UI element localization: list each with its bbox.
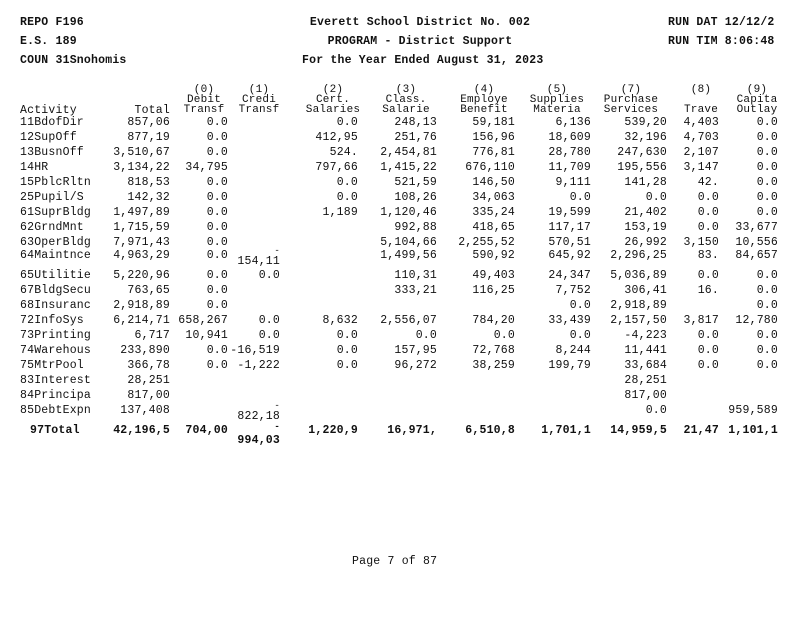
row-cell: 0.0 (756, 299, 778, 312)
row-activity: 62GrndMnt (20, 221, 84, 234)
row-cell: 3,817 (683, 314, 719, 327)
row-cell: 0.0 (258, 314, 280, 327)
row-cell: 0.0 (206, 221, 228, 234)
row-total: 6,717 (134, 329, 170, 342)
row-total: 6,214,71 (113, 314, 170, 327)
row-total: 857,06 (127, 116, 170, 129)
row-cell: 154,11 (237, 255, 280, 268)
row-cell: 0.0 (206, 206, 228, 219)
row-activity: 11BdofDir (20, 116, 84, 129)
row-cell: -4,223 (624, 329, 667, 342)
row-cell: 117,17 (548, 221, 591, 234)
row-total: 763,65 (127, 284, 170, 297)
row-cell: 0.0 (756, 116, 778, 129)
row-activity: 84Principa (20, 389, 92, 402)
row-cell: 412,95 (315, 131, 358, 144)
row-cell: 11,709 (548, 161, 591, 174)
row-cell: 96,272 (394, 359, 437, 372)
column-header-line2: Trave (683, 104, 718, 116)
row-cell: 0.0 (756, 191, 778, 204)
row-activity: 73Printing (20, 329, 92, 342)
row-activity: 64Maintnce (20, 249, 92, 262)
row-cell: 0.0 (206, 236, 228, 249)
row-cell: 157,95 (394, 344, 437, 357)
row-cell: 59,181 (472, 116, 515, 129)
row-cell: 12,780 (735, 314, 778, 327)
row-cell: 156,96 (472, 131, 515, 144)
row-total: 28,251 (127, 374, 170, 387)
row-activity: 13BusnOff (20, 146, 84, 159)
row-cell: 0.0 (756, 344, 778, 357)
row-cell: 0.0 (756, 131, 778, 144)
row-cell: 2,107 (683, 146, 719, 159)
row-total: 3,510,67 (113, 146, 170, 159)
row-cell: 776,81 (472, 146, 515, 159)
row-activity: 63OperBldg (20, 236, 92, 249)
row-neg-sign: - (274, 401, 280, 411)
column-header-line1: Supplies (529, 94, 585, 106)
row-activity: 67BldgSecu (20, 284, 92, 297)
column-header-line2: Services (603, 104, 659, 116)
row-cell: 797,66 (315, 161, 358, 174)
column-header-line1: Cert. (315, 94, 350, 106)
row-cell: 199,79 (548, 359, 591, 372)
row-cell: 822,18 (237, 410, 280, 423)
row-cell: 3,150 (683, 236, 719, 249)
row-cell: 49,403 (472, 269, 515, 282)
row-cell: 0.0 (756, 359, 778, 372)
total-cell: 1,701,1 (541, 424, 591, 437)
row-activity: 12SupOff (20, 131, 77, 144)
row-cell: 19,599 (548, 206, 591, 219)
total-cell: 14,959,5 (610, 424, 667, 437)
row-cell: 0.0 (756, 329, 778, 342)
row-total: 142,32 (127, 191, 170, 204)
row-cell: 6,136 (555, 116, 591, 129)
row-cell: 0.0 (258, 269, 280, 282)
row-cell: 116,25 (472, 284, 515, 297)
row-cell: 8,244 (555, 344, 591, 357)
row-cell: 0.0 (697, 329, 719, 342)
row-cell: 247,630 (617, 146, 667, 159)
row-cell: 658,267 (178, 314, 228, 327)
row-total: 2,918,89 (113, 299, 170, 312)
total-activity: 97Total (30, 424, 80, 437)
row-cell: 645,92 (548, 249, 591, 262)
row-activity: 74Warehous (20, 344, 92, 357)
total-cell: 21,47 (683, 424, 719, 437)
row-cell: 2,296,25 (610, 249, 667, 262)
row-cell: 0.0 (697, 269, 719, 282)
row-cell: 0.0 (336, 176, 358, 189)
row-cell: 34,063 (472, 191, 515, 204)
row-total: 1,497,89 (113, 206, 170, 219)
row-cell: 1,120,46 (380, 206, 437, 219)
total-neg-sign: - (274, 422, 280, 432)
header-left-line: E.S. 189 (20, 35, 77, 48)
row-cell: 333,21 (394, 284, 437, 297)
column-header-line2: Transf (238, 104, 280, 116)
row-cell: 34,795 (185, 161, 228, 174)
row-cell: 0.0 (206, 284, 228, 297)
row-cell: 16. (697, 284, 719, 297)
row-total: 7,971,43 (113, 236, 170, 249)
row-cell: 0.0 (756, 146, 778, 159)
row-cell: 0.0 (206, 344, 228, 357)
column-header-number: (7) (620, 84, 642, 96)
row-cell: 0.0 (336, 329, 358, 342)
row-cell: 1,189 (322, 206, 358, 219)
row-cell: 0.0 (336, 344, 358, 357)
page-footer: Page 7 of 87 (352, 555, 438, 568)
row-cell: -1,222 (237, 359, 280, 372)
row-cell: 33,677 (735, 221, 778, 234)
row-cell: 570,51 (548, 236, 591, 249)
header-left-line: COUN 31Snohomis (20, 54, 127, 67)
row-cell: 72,768 (472, 344, 515, 357)
total-cell: 16,971, (387, 424, 437, 437)
row-total: 137,408 (120, 404, 170, 417)
row-cell: 32,196 (624, 131, 667, 144)
row-activity: 25Pupil/S (20, 191, 84, 204)
row-cell: 18,609 (548, 131, 591, 144)
row-cell: 521,59 (394, 176, 437, 189)
row-activity: 68Insuranc (20, 299, 92, 312)
total-cell: 1,220,9 (308, 424, 358, 437)
row-cell: 335,24 (472, 206, 515, 219)
column-header-number: (2) (322, 84, 344, 96)
row-cell: 539,20 (624, 116, 667, 129)
total-cell: 6,510,8 (465, 424, 515, 437)
row-total: 4,963,29 (113, 249, 170, 262)
row-cell: 38,259 (472, 359, 515, 372)
row-cell: 11,441 (624, 344, 667, 357)
row-cell: 28,780 (548, 146, 591, 159)
row-activity: 15PblcRltn (20, 176, 92, 189)
row-cell: 83. (697, 249, 719, 262)
row-cell: 0.0 (258, 329, 280, 342)
row-activity: 72InfoSys (20, 314, 84, 327)
row-cell: 0.0 (206, 269, 228, 282)
row-cell: 0.0 (756, 161, 778, 174)
row-cell: 590,92 (472, 249, 515, 262)
row-cell: 84,657 (735, 249, 778, 262)
row-cell: 5,104,66 (380, 236, 437, 249)
column-header-line1: Purchase (603, 94, 659, 106)
column-header-line2: Transf (183, 104, 225, 116)
column-header-line1: Debit (186, 94, 221, 106)
row-cell: 0.0 (697, 359, 719, 372)
row-cell: 2,454,81 (380, 146, 437, 159)
row-cell: 146,50 (472, 176, 515, 189)
column-header-activity: Activity (20, 104, 77, 117)
row-activity: 75MtrPool (20, 359, 84, 372)
row-cell: 2,157,50 (610, 314, 667, 327)
row-cell: 0.0 (493, 329, 515, 342)
row-cell: 5,036,89 (610, 269, 667, 282)
column-header-line2: Outlay (736, 104, 778, 116)
row-activity: 14HR (20, 161, 49, 174)
row-cell: 0.0 (206, 176, 228, 189)
row-cell: 0.0 (336, 359, 358, 372)
row-cell: 26,992 (624, 236, 667, 249)
row-cell: 0.0 (569, 299, 591, 312)
row-cell: 0.0 (569, 191, 591, 204)
row-cell: 0.0 (336, 116, 358, 129)
row-cell: 108,26 (394, 191, 437, 204)
column-header-line1: Class. (385, 94, 427, 106)
total-cell: 1,101,1 (728, 424, 778, 437)
total-cell: 704,00 (185, 424, 228, 437)
row-cell: 0.0 (697, 221, 719, 234)
total-total: 42,196,5 (113, 424, 170, 437)
row-cell: 0.0 (645, 404, 667, 417)
row-cell: 33,439 (548, 314, 591, 327)
row-total: 1,715,59 (113, 221, 170, 234)
column-header-line2: Materia (533, 104, 581, 116)
row-cell: 8,632 (322, 314, 358, 327)
row-cell: 4,403 (683, 116, 719, 129)
row-activity: 65Utilitie (20, 269, 92, 282)
row-cell: 0.0 (206, 146, 228, 159)
row-cell: 418,65 (472, 221, 515, 234)
row-cell: 524. (329, 146, 358, 159)
row-cell: 0.0 (206, 116, 228, 129)
row-cell: 33,684 (624, 359, 667, 372)
row-cell: 24,347 (548, 269, 591, 282)
row-cell: 959,589 (728, 404, 778, 417)
row-cell: 676,110 (465, 161, 515, 174)
row-activity: 85DebtExpn (20, 404, 92, 417)
row-cell: 0.0 (206, 131, 228, 144)
row-cell: 2,556,07 (380, 314, 437, 327)
row-cell: 28,251 (624, 374, 667, 387)
column-header-number: (4) (473, 84, 495, 96)
column-header-line1: Capita (736, 94, 778, 106)
row-cell: 10,941 (185, 329, 228, 342)
row-cell: 0.0 (697, 191, 719, 204)
row-cell: -16,519 (230, 344, 280, 357)
row-cell: 0.0 (756, 206, 778, 219)
row-cell: 248,13 (394, 116, 437, 129)
row-cell: 0.0 (206, 249, 228, 262)
row-cell: 4,703 (683, 131, 719, 144)
row-cell: 0.0 (336, 191, 358, 204)
column-header-line2: Benefit (460, 104, 508, 116)
row-total: 877,19 (127, 131, 170, 144)
column-header-line1: Credi (241, 94, 276, 106)
row-cell: 0.0 (756, 176, 778, 189)
row-neg-sign: - (274, 246, 280, 256)
row-cell: 0.0 (645, 191, 667, 204)
header-right-line: RUN DAT 12/12/2 (668, 16, 775, 29)
row-total: 3,134,22 (113, 161, 170, 174)
row-cell: 7,752 (555, 284, 591, 297)
header-center-line: Everett School District No. 002 (309, 16, 531, 29)
row-cell: 0.0 (206, 191, 228, 204)
header-right-line: RUN TIM 8:06:48 (668, 35, 775, 48)
column-header-line2: Salaries (305, 104, 361, 116)
row-cell: 21,402 (624, 206, 667, 219)
row-cell: 2,918,89 (610, 299, 667, 312)
row-cell: 0.0 (415, 329, 437, 342)
column-header-line2: Salarie (382, 104, 430, 116)
row-cell: 784,20 (472, 314, 515, 327)
header-left-line: REPO F196 (20, 16, 84, 29)
row-activity: 61SuprBldg (20, 206, 92, 219)
row-cell: 0.0 (697, 344, 719, 357)
row-cell: 992,88 (394, 221, 437, 234)
row-cell: 0.0 (697, 206, 719, 219)
column-header-number: (1) (248, 84, 270, 96)
column-header-number: (8) (690, 84, 712, 96)
row-cell: 251,76 (394, 131, 437, 144)
row-total: 818,53 (127, 176, 170, 189)
row-cell: 3,147 (683, 161, 719, 174)
row-total: 817,00 (127, 389, 170, 402)
row-cell: 110,31 (394, 269, 437, 282)
column-header-number: (5) (546, 84, 568, 96)
column-header-line1: Employe (460, 94, 508, 106)
row-cell: 0.0 (756, 284, 778, 297)
row-cell: 0.0 (206, 299, 228, 312)
row-total: 233,890 (120, 344, 170, 357)
row-cell: 195,556 (617, 161, 667, 174)
row-total: 5,220,96 (113, 269, 170, 282)
row-cell: 0.0 (206, 359, 228, 372)
row-cell: 1,415,22 (380, 161, 437, 174)
row-cell: 153,19 (624, 221, 667, 234)
header-center-line: For the Year Ended August 31, 2023 (302, 54, 544, 67)
column-header-number: (3) (395, 84, 417, 96)
row-cell: 141,28 (624, 176, 667, 189)
row-total: 366,78 (127, 359, 170, 372)
row-activity: 83Interest (20, 374, 92, 387)
row-cell: 10,556 (735, 236, 778, 249)
column-header-number: (0) (193, 84, 215, 96)
column-header-number: (9) (746, 84, 768, 96)
row-cell: 0.0 (569, 329, 591, 342)
column-header-total: Total (134, 104, 170, 117)
row-cell: 9,111 (555, 176, 591, 189)
row-cell: 306,41 (624, 284, 667, 297)
row-cell: 0.0 (756, 269, 778, 282)
row-cell: 42. (697, 176, 719, 189)
row-cell: 2,255,52 (458, 236, 515, 249)
header-center-line: PROGRAM - District Support (327, 35, 513, 48)
row-cell: 817,00 (624, 389, 667, 402)
row-cell: 1,499,56 (380, 249, 437, 262)
total-cell: 994,03 (237, 434, 280, 447)
